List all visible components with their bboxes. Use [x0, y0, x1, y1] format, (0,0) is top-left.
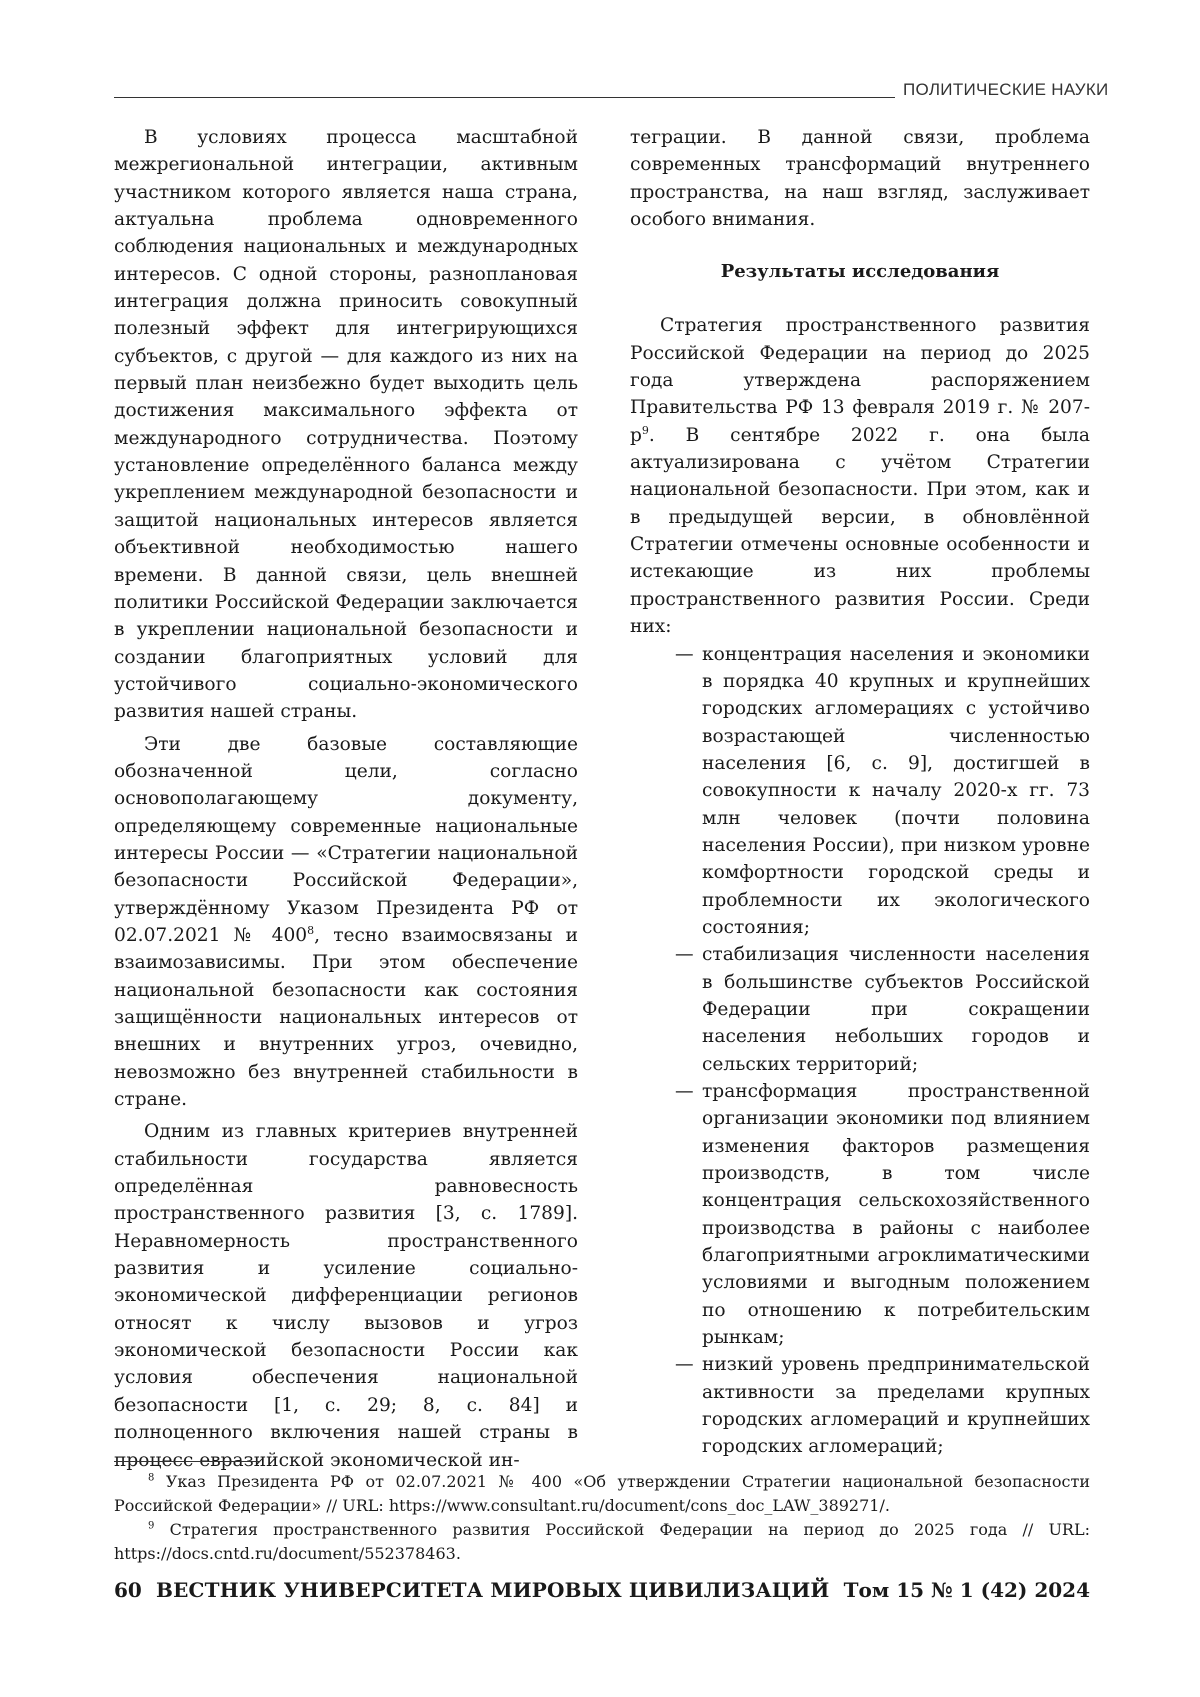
- footnote-9: [114, 1518, 1090, 1566]
- list-item-text: стабилизация численности населения в большинстве субъектов Российской Федерации при сокращении населения небольших городов и сельских территорий;: [702, 944, 1090, 1075]
- paragraph-integration: В условиях процесса масштабной межрегиональной интеграции, активным участником которого является наша страна, актуальна проблема одновременного соблюдения национальных и международных интересов. С одной стороны, разноплановая интеграция должна приносить совокупный полезный эффект для интегрирующихся субъектов, с другой — для каждого из них на первый план неизбежно будет выходить цель достижения максимального эффекта от международного сотрудничества. Поэтому установление определённого баланса между укреплением международной безопасности и защитой национальных интересов является объективной необходимостью нашего времени. В данной связи, цель внешней политики Российской Федерации заключается в укреплении национальной безопасности и создании благоприятных условий для устойчивого социально-экономического развития нашей страны.: [114, 127, 578, 723]
- list-item-text: трансформация пространственной организации экономики под влиянием изменения факторов размещения производств, в том числе концентрация сельскохозяйственного производства в районы с наиболее благоприятными агроклиматическими условиями и выгодным положением по отношению к потребительским рынкам;: [702, 1081, 1090, 1349]
- page-number: 60: [114, 1578, 142, 1602]
- list-dash: —: [675, 643, 694, 665]
- footnote-number: 8: [148, 1472, 155, 1484]
- list-item: [630, 941, 1090, 1078]
- footnote-number: 9: [148, 1520, 155, 1532]
- list-item-text: низкий уровень предпринимательской активности за пределами крупных городских агломераций и крупнейших городских агломераций;: [702, 1354, 1090, 1458]
- footnote-ref-8[interactable]: 8: [307, 923, 315, 937]
- list-item: [630, 1078, 1090, 1351]
- paragraph-text: Эти две базовые составляющие обозначенной цели, согласно основополагающему документу, определяющему современные национальные интересы России — «Стратегии национальной безопасности Российской Федерации», утверждённому Указом Президента РФ от 02.07.2021 № 400: [114, 733, 578, 946]
- header-rule: [114, 97, 895, 98]
- paragraph-strategy: [630, 312, 1090, 640]
- paragraph-internal-stability: Одним из главных критериев внутренней стабильности государства является определённая равновесность пространственного развития [3, с. 1789]. Неравномерность пространственного развития и усиление социально-экономической дифференциации регионов относят к числу вызовов и угроз экономической безопасности России как условия обеспечения национальной безопасности [1, с. 29; 8, с. 84] и полноценного включения нашей страны в процесс евразийской экономической ин-: [114, 1121, 578, 1471]
- left-column: [114, 124, 578, 1474]
- footnote-separator: [114, 1461, 259, 1462]
- paragraph-text: , тесно взаимосвязаны и взаимозависимы. При этом обеспечение национальной безопасности как состояния защищённости национальных интересов от внешних и внутренних угроз, очевидно, невозможно без внутренней стабильности в стране.: [114, 924, 578, 1111]
- paragraph-national-security: [114, 731, 578, 1114]
- problems-list: [630, 641, 1090, 1461]
- paragraph-text: Стратегия пространственного развития Российской Федерации на период до 2025 года утверждена распоряжением Правительства РФ 13 февраля 2019 г. № 207-р: [630, 315, 1090, 446]
- paragraph-text: . В сентябре 2022 г. она была актуализирована с учётом Стратегии национальной безопасности. При этом, как и в предыдущей версии, в обновлённой Стратегии отмечены основные особенности и истекающие из них проблемы пространственного развития России. Среди них:: [630, 424, 1090, 638]
- section-heading-results: Результаты исследования: [720, 261, 1000, 283]
- paragraph-continuation: теграции. В данной связи, проблема современных трансформаций внутреннего пространства, на наш взгляд, заслуживает особого внимания.: [630, 127, 1090, 231]
- list-item: [630, 641, 1090, 942]
- page-footer: [114, 1578, 1090, 1602]
- issue-info: Том 15 № 1 (42) 2024: [843, 1578, 1090, 1602]
- list-dash: —: [675, 1354, 694, 1376]
- journal-title: ВЕСТНИК УНИВЕРСИТЕТА МИРОВЫХ ЦИВИЛИЗАЦИЙ: [155, 1578, 830, 1602]
- footnote-text: Указ Президента РФ от 02.07.2021 № 400 «Об утверждении Стратегии национальной безопасности Российской Федерации» // URL: https://www.consultant.ru/document/cons_doc_LAW_389271/.: [114, 1472, 1090, 1515]
- footnote-text: Стратегия пространственного развития Российской Федерации на период до 2025 года // URL: https://docs.cntd.ru/document/552378463.: [114, 1520, 1090, 1563]
- footnotes: [114, 1470, 1090, 1566]
- footnote-8: [114, 1470, 1090, 1518]
- list-dash: —: [675, 1081, 694, 1102]
- list-dash: —: [675, 944, 694, 966]
- list-item: [630, 1351, 1090, 1460]
- footnote-ref-9[interactable]: 9: [641, 423, 649, 437]
- list-item-text: концентрация населения и экономики в порядка 40 крупных и крупнейших городских агломерациях с устойчиво возрастающей численностью населения [6, с. 9], достигшей в совокупности к началу 2020-х гг. 73 млн человек (почти половина населения России), при низком уровне комфортности городской среды и проблемности их экологического состояния;: [702, 643, 1090, 938]
- section-title: ПОЛИТИЧЕСКИЕ НАУКИ: [903, 80, 1109, 99]
- right-column: [630, 124, 1090, 1461]
